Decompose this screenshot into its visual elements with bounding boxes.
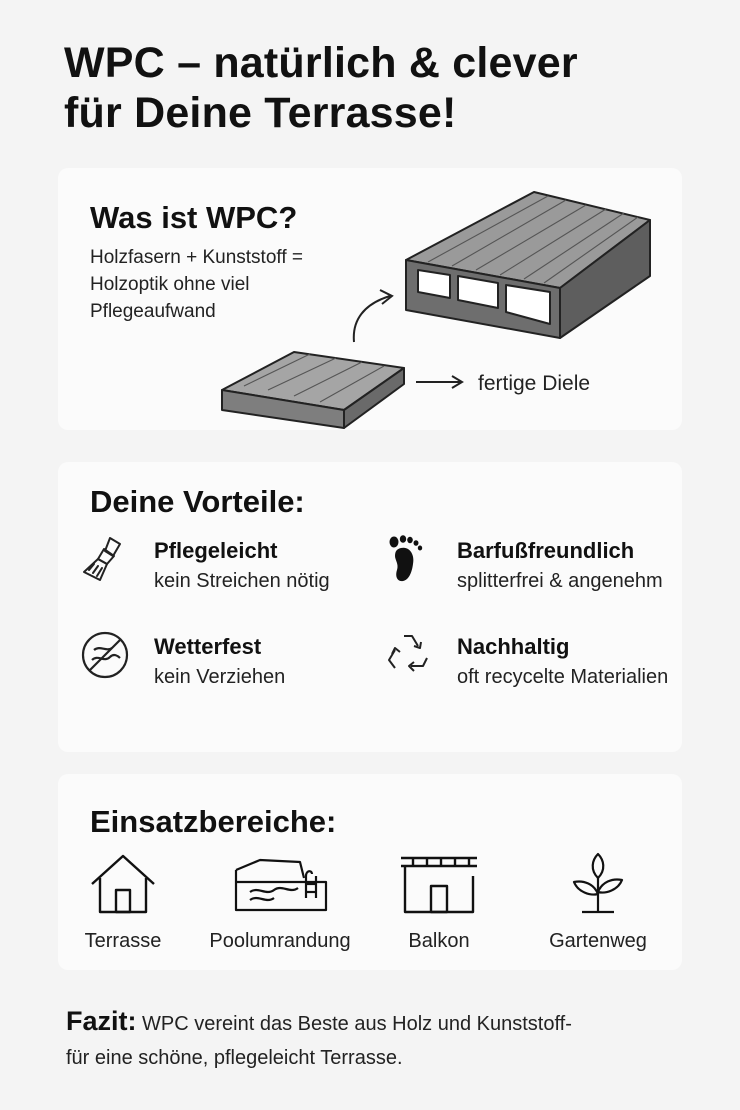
conclusion-line-2: für eine schöne, pflegeleicht Terrasse. [66, 1047, 403, 1069]
wpc-description-line-2: Holzoptik ohne viel [90, 274, 250, 295]
uses-card [58, 774, 682, 970]
use-item [200, 852, 360, 953]
benefits-heading: Deine Vorteile: [90, 484, 305, 519]
footprint-icon [383, 534, 433, 584]
balcony-icon [397, 852, 481, 916]
conclusion-line-1: WPC vereint das Beste aus Holz und Kunststoff- [136, 1013, 572, 1035]
page-title [64, 38, 704, 138]
plant-icon [568, 852, 628, 916]
hollow-board-icon [406, 192, 650, 338]
conclusion-label: Fazit: [66, 1006, 137, 1036]
use-item [43, 852, 203, 953]
paintbrush-icon [80, 534, 130, 584]
what-is-wpc-card [58, 168, 682, 430]
use-label: Balkon [408, 930, 470, 952]
benefit-description: kein Streichen nötig [154, 570, 330, 592]
wpc-description-line-1: Holzfasern + Kunststoff = [90, 247, 303, 268]
no-warping-icon [80, 630, 130, 680]
benefit-title: Wetterfest [154, 634, 262, 659]
flat-board-icon [222, 352, 404, 428]
benefit-title: Nachhaltig [457, 634, 570, 659]
title-line-2: für Deine Terrasse! [64, 89, 457, 137]
uses-heading: Einsatzbereiche: [90, 804, 337, 839]
wpc-description-line-3: Pflegeaufwand [90, 301, 216, 322]
title-line-1: WPC – natürlich & clever [64, 39, 578, 87]
right-arrow-icon [416, 376, 462, 388]
house-icon [88, 852, 158, 916]
what-is-wpc-heading: Was ist WPC? [90, 200, 298, 235]
use-item [359, 852, 519, 953]
use-label: Gartenweg [549, 930, 647, 952]
wpc-description [90, 244, 360, 325]
conclusion-text [66, 1004, 676, 1075]
benefit-title: Pflegeleicht [154, 538, 278, 563]
recycle-icon [383, 630, 433, 680]
benefit-title: Barfußfreundlich [457, 538, 635, 563]
use-label: Terrasse [84, 930, 162, 952]
use-item [518, 852, 678, 953]
pool-icon [230, 852, 330, 916]
finished-plank-label: fertige Diele [478, 372, 591, 395]
use-label: Poolumrandung [209, 930, 351, 952]
benefit-description: oft recycelte Materialien [457, 666, 669, 688]
benefit-description: kein Verziehen [154, 666, 286, 688]
benefit-description: splitterfrei & angenehm [457, 570, 663, 592]
benefits-card [58, 462, 682, 752]
